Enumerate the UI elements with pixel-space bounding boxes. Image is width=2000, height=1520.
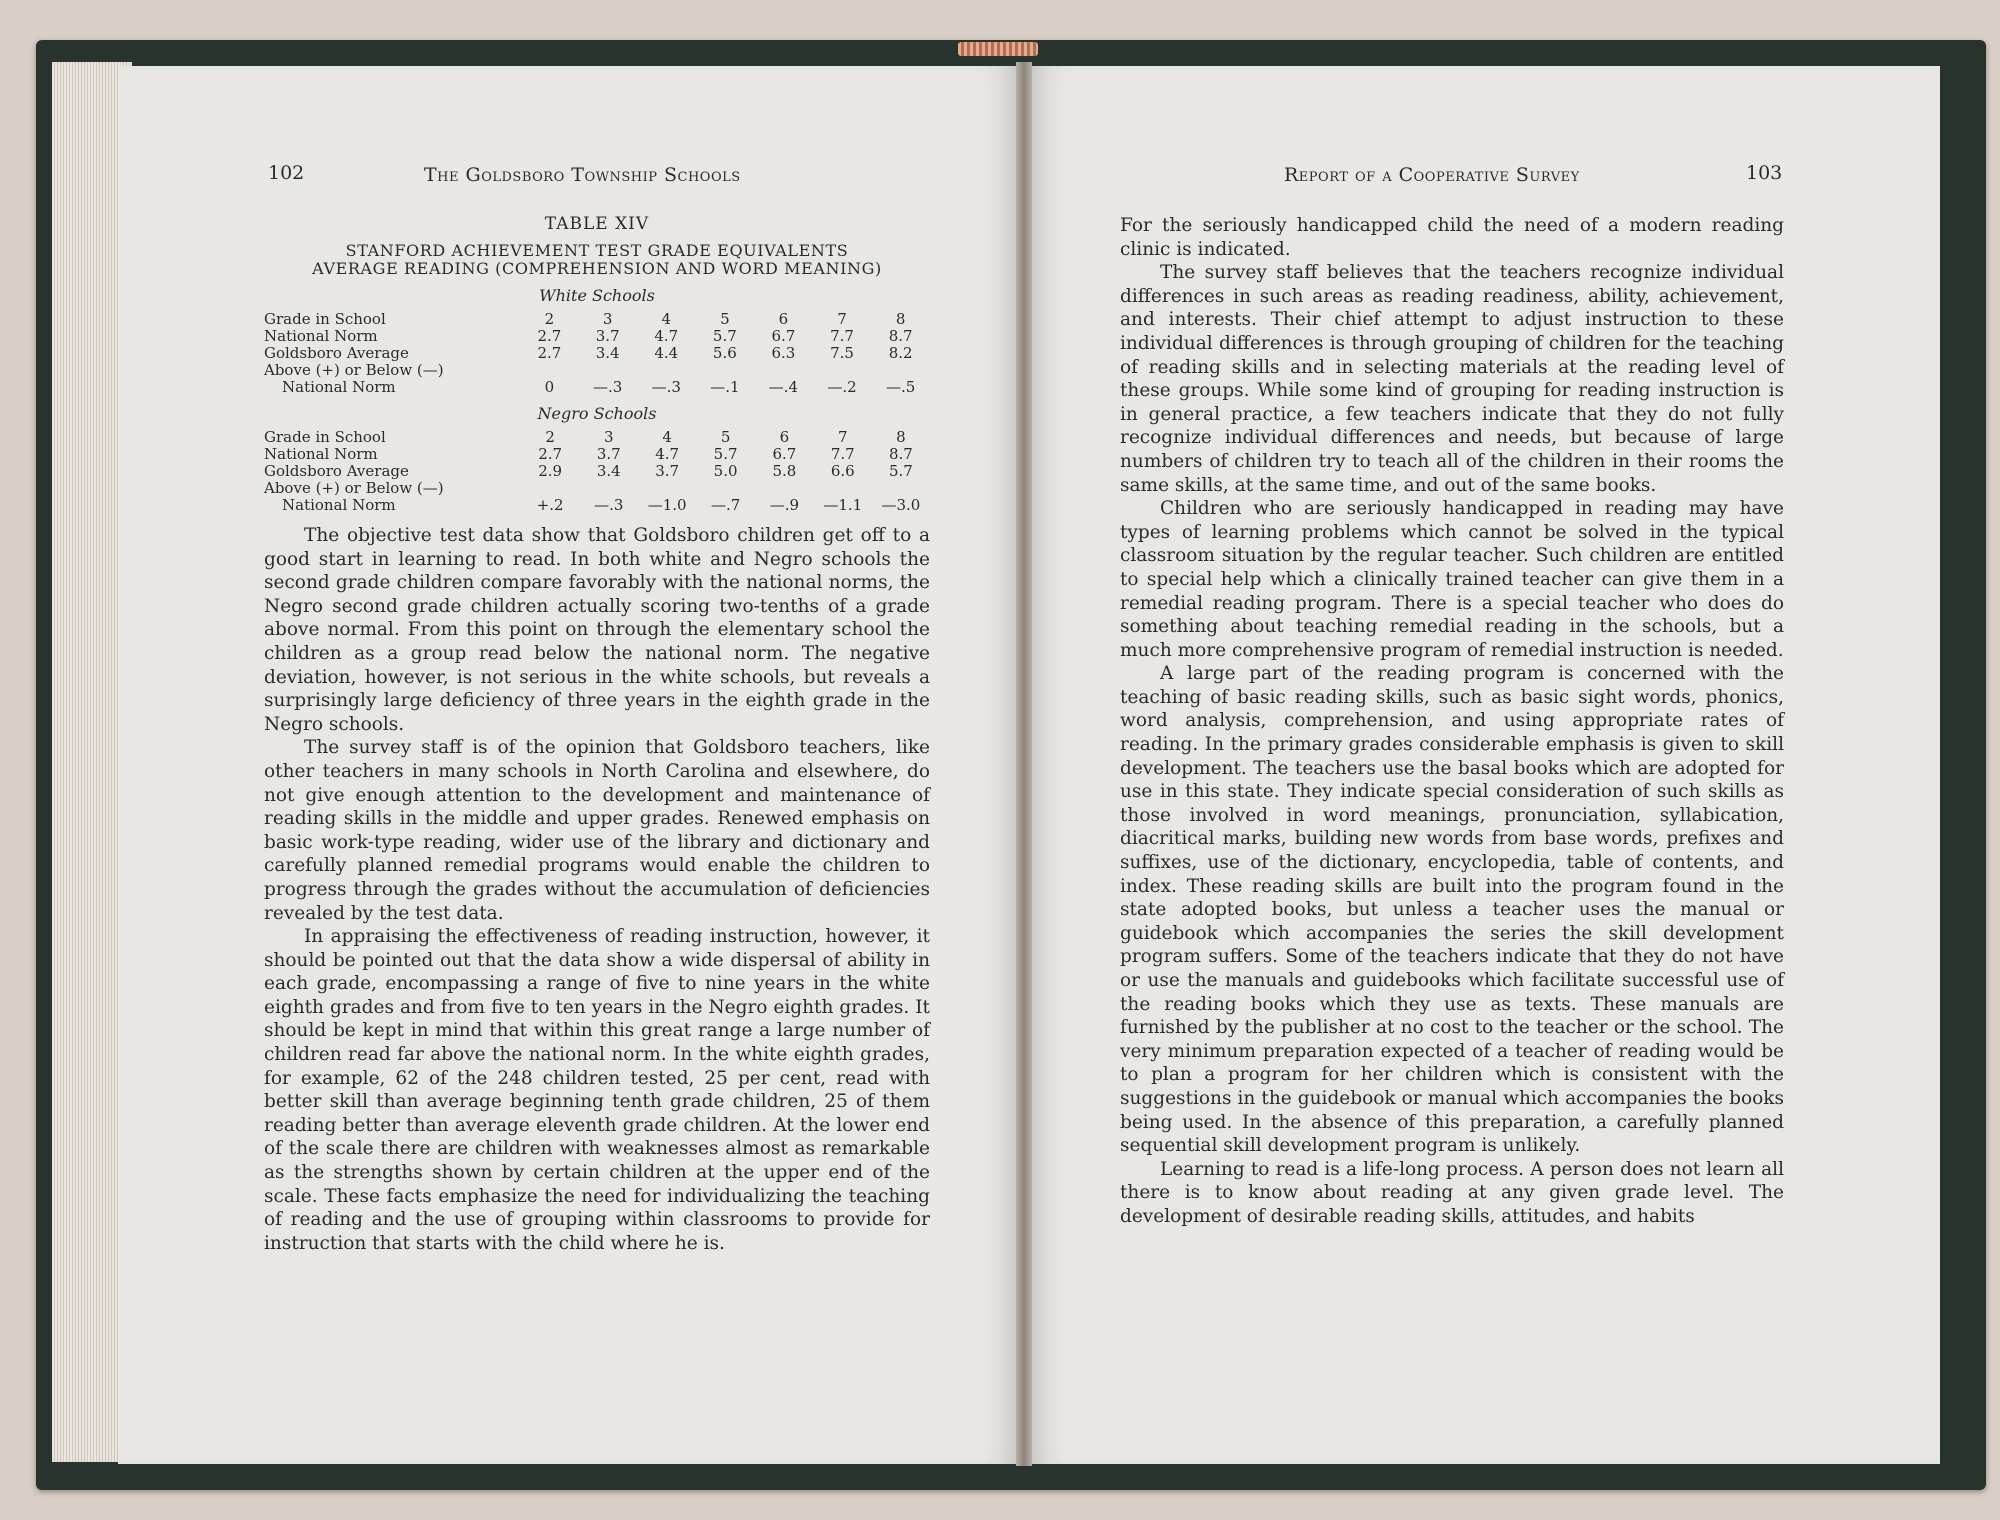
table-cell: 5.0 xyxy=(713,462,738,480)
running-head-left: The Goldsboro Township Schools xyxy=(424,164,741,186)
table-cell: —.3 xyxy=(593,378,623,396)
table-cell: 7.7 xyxy=(830,445,855,463)
table-cell: 3.4 xyxy=(595,344,620,362)
table-cell: 6.7 xyxy=(771,327,796,345)
table-row xyxy=(264,463,930,480)
running-head-right: Report of a Cooperative Survey xyxy=(1284,164,1580,186)
row-label: National Norm xyxy=(264,327,378,345)
table-cell: 6.3 xyxy=(771,344,796,362)
table-cell: 4 xyxy=(662,428,672,446)
table-cell: 7.5 xyxy=(830,344,854,362)
body-paragraph: For the seriously handicapped child the need of a modern reading clinic is indicated. xyxy=(1120,215,1784,260)
table-cell: 3.4 xyxy=(596,462,621,480)
table-row xyxy=(264,328,930,345)
table-cell: —1.1 xyxy=(823,496,863,514)
body-paragraph: A large part of the reading program is concerned with the teaching of basic reading skills, such as basic sight words, phonics, word analysis, comprehension, and using appropriate rates of reading. In the primary grades considerable emphasis is given to skill development. The teachers use the basal books which are adopted for use in this state. They indicate special consideration of such skills as those involved in word meanings, pronunciation, syllabication, diacritical marks, building new words from base words, prefixes and suffixes, use of the dictionary, encyclopedia, table of contents, and index. These reading skills are built into the program found in the state adopted books, but unless a teacher uses the manual or guidebook which accompanies the series the skill development program suffers. Some of the teachers indicate that they do not have or use the manuals and guidebooks which facilitate successful use of the reading books which they use as texts. These manuals are furnished by the publisher at no cost to the teacher or the school. The very minimum preparation expected of a teacher of reading would be to plan a program for her children which is consistent with the suggestions in the guidebook or manual which accompanies the books being used. In the absence of this preparation, a carefully planned sequential skill development program is unlikely. xyxy=(1120,663,1784,1157)
body-paragraph: The objective test data show that Goldsboro children get off to a good start in learning to read. In both white and Negro schools the second grade children compare favorably with the national norms, the Negro second grade children actually scoring two-tenths of a grade above normal. From this point on through the elementary school the children as a group read below the national norm. The negative deviation, however, is not serious in the white schools, but reveals a surprisingly large deficiency of three years in the eighth grade in the Negro schools. xyxy=(264,525,930,735)
table-row xyxy=(264,446,930,463)
table-cell: 7.7 xyxy=(830,327,854,345)
spine-headband xyxy=(958,42,1038,56)
row-label: Goldsboro Average xyxy=(264,344,409,362)
table-cell: —.9 xyxy=(769,496,800,514)
table-subtitle-2: AVERAGE READING (COMPREHENSION AND WORD MEANING) xyxy=(312,259,882,278)
table-cell: —.5 xyxy=(886,378,916,396)
table-cell: 8.7 xyxy=(888,445,913,463)
table-cell: 3 xyxy=(603,428,614,446)
right-page-content xyxy=(1120,214,1784,1229)
right-page xyxy=(1028,66,1940,1464)
table-cell: 7 xyxy=(838,428,848,446)
table-cell: 2.9 xyxy=(538,462,563,480)
white-schools-table xyxy=(264,311,930,396)
table-cell: 3 xyxy=(602,310,613,328)
table-cell: —.1 xyxy=(710,378,740,396)
table-row xyxy=(264,311,930,328)
table-cell: 2 xyxy=(544,310,555,328)
table-cell: 8 xyxy=(896,428,906,446)
table-cell: 8.7 xyxy=(888,327,913,345)
table-cell: 8 xyxy=(895,310,906,328)
body-paragraph: Learning to read is a life-long process. A person does not learn all there is to know about reading at any given grade level. The development of desirable reading skills, attitudes, and habits xyxy=(1120,1158,1784,1227)
table-cell: 2.7 xyxy=(537,327,562,345)
table-cell: 6.6 xyxy=(830,462,855,480)
reading-table xyxy=(264,214,930,514)
table-subtitle-1: STANFORD ACHIEVEMENT TEST GRADE EQUIVALENTS xyxy=(345,241,849,260)
body-paragraph: The survey staff is of the opinion that Goldsboro teachers, like other teachers in many schools in North Carolina and elsewhere, do not give enough attention to the development and maintenance of reading skills in the middle and upper grades. Renewed emphasis on basic work-type reading, wider use of the library and dictionary and carefully planned remedial programs would enable the children to progress through the grades without the accumulation of deficiencies revealed by the test data. xyxy=(264,737,930,924)
table-cell: 8.2 xyxy=(888,344,913,362)
table-cell: 4 xyxy=(661,310,672,328)
row-label: Goldsboro Average xyxy=(264,462,409,480)
table-cell: 5 xyxy=(720,428,731,446)
table-cell: 3.7 xyxy=(596,445,621,463)
table-cell: 7 xyxy=(837,310,847,328)
table-row xyxy=(264,345,930,362)
body-paragraph: Children who are seriously handicapped in reading may have types of learning problems which cannot be solved in the typical classroom situation by the regular teacher. Such children are entitled to special help which a clinically trained teacher can give them in a remedial reading program. There is a special teacher who does do something about teaching remedial reading in the schools, but a much more comprehensive program of remedial instruction is needed. xyxy=(1120,498,1784,661)
book-gutter xyxy=(1016,62,1032,1466)
table-cell: 2.7 xyxy=(537,344,562,362)
table-row xyxy=(264,497,930,514)
table-cell: 5.7 xyxy=(888,462,913,480)
table-cell: 5.8 xyxy=(772,462,797,480)
left-page-content xyxy=(264,214,930,1255)
table-cell: —.4 xyxy=(768,378,799,396)
table-cell: —.7 xyxy=(710,496,741,514)
page-number-left: 102 xyxy=(268,162,305,184)
table-cell: 6 xyxy=(779,428,790,446)
body-paragraph: In appraising the effectiveness of reading instruction, however, it should be pointed out that the data show a wide dispersal of ability in each grade, encompassing a range of five to nine years in the white eighth grades and from five to ten years in the Negro eighth grades. It should be kept in mind that within this great range a large number of children read far above the national norm. In the white eighth grades, for example, 62 of the 248 children tested, 25 per cent, read with better skill than average beginning tenth grade children, 25 of them reading better than average eleventh grade children. At the lower end of the scale there are children with weaknesses almost as remarkable as the strengths shown by certain children at the upper end of the scale. These facts emphasize the need for individualizing the teaching of reading and the use of grouping within classrooms to provide for instruction that starts with the child where he is. xyxy=(264,926,930,1254)
row-label: National Norm xyxy=(282,378,396,396)
row-label: Above (+) or Below (—) xyxy=(264,479,444,497)
row-label: Grade in School xyxy=(264,428,386,446)
table-row xyxy=(264,429,930,446)
negro-schools-table xyxy=(264,429,930,514)
table-title: TABLE XIV xyxy=(544,214,650,234)
left-page xyxy=(118,66,1020,1464)
table-cell: 4.7 xyxy=(655,445,680,463)
table-cell: +.2 xyxy=(536,496,564,514)
table-cell: 5.7 xyxy=(712,327,737,345)
row-label: National Norm xyxy=(282,496,396,514)
row-label: National Norm xyxy=(264,445,378,463)
page-number-right: 103 xyxy=(1746,162,1783,184)
table-cell: —3.0 xyxy=(881,496,921,514)
table-cell: 5.7 xyxy=(713,445,738,463)
table-row xyxy=(264,379,930,396)
table-cell: 4.7 xyxy=(654,327,679,345)
table-row xyxy=(264,362,930,379)
table-cell: —.2 xyxy=(827,378,857,396)
body-paragraph: The survey staff believes that the teachers recognize individual differences in such areas as reading readiness, ability, achievement, and interests. Their chief attempt to adjust instruction to these individual differences is through grouping of children for the teaching of reading skills and in selecting materials at the reading level of these groups. While some kind of grouping for reading instruction is in general practice, a few teachers indicate that they do not fully recognize individual differences and needs, but because of large numbers of children try to teach all of the children in their rooms the same skills, at the same time, and out of the same books. xyxy=(1120,262,1784,496)
row-label: Above (+) or Below (—) xyxy=(264,361,444,379)
negro-schools-heading: Negro Schools xyxy=(537,404,657,423)
table-cell: 2.7 xyxy=(538,445,563,463)
row-label: Grade in School xyxy=(264,310,386,328)
table-cell: —1.0 xyxy=(647,496,687,514)
table-cell: 4.4 xyxy=(654,344,679,362)
white-schools-heading: White Schools xyxy=(539,286,655,305)
table-cell: 3.7 xyxy=(655,462,680,480)
table-cell: 0 xyxy=(544,378,555,396)
table-cell: 5.6 xyxy=(712,344,737,362)
table-cell: 6.7 xyxy=(772,445,797,463)
table-cell: 5 xyxy=(720,310,730,328)
table-cell: —.3 xyxy=(651,378,681,396)
table-cell: 3.7 xyxy=(595,327,620,345)
table-cell: —.3 xyxy=(594,496,624,514)
table-cell: 2 xyxy=(545,428,555,446)
table-cell: 6 xyxy=(778,310,789,328)
table-row xyxy=(264,480,930,497)
